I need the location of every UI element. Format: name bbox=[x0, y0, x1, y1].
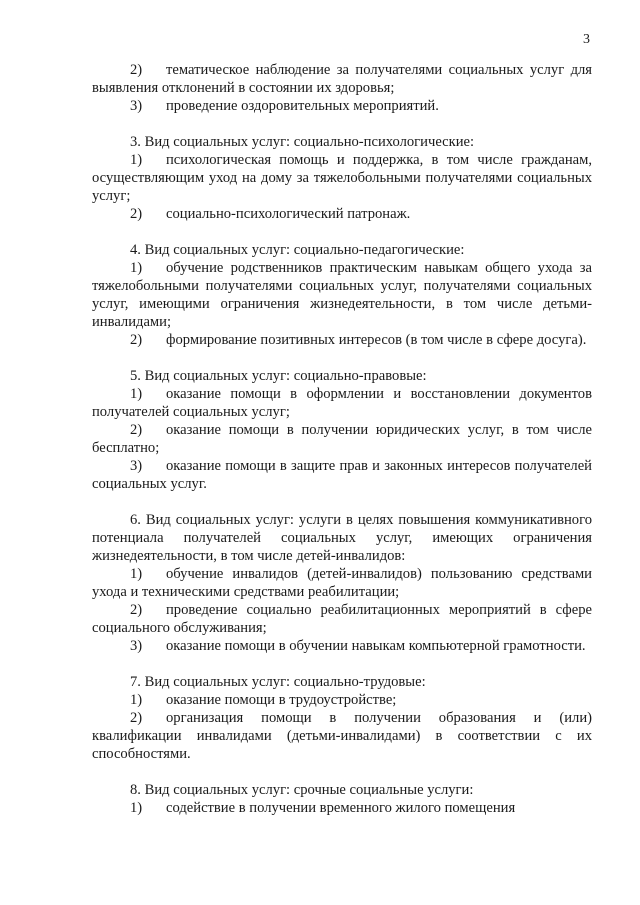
list-item bbox=[92, 97, 592, 115]
item-number: 2) bbox=[130, 422, 143, 438]
item-text: организация помощи в получении образования и (или) квалификации инвалидами (детьми-инвалидами) в соответствии с их способностями. bbox=[92, 710, 592, 762]
section-heading: 4. Вид социальных услуг: социально-педагогические: bbox=[130, 242, 465, 258]
section bbox=[92, 61, 592, 115]
list-item bbox=[92, 637, 592, 655]
item-number: 2) bbox=[130, 602, 143, 618]
list-item bbox=[92, 151, 592, 205]
section bbox=[92, 115, 592, 223]
section-heading: 6. Вид социальных услуг: услуги в целях повышения коммуникативного потенциала получателей социальных услуг, имеющих ограничения жизнедеятельности, в том числе детей-инвалидов: bbox=[92, 512, 592, 564]
item-text: тематическое наблюдение за получателями социальных услуг для выявления отклонений в состоянии их здоровья; bbox=[92, 62, 592, 96]
section-gap bbox=[92, 763, 592, 781]
list-item bbox=[92, 709, 592, 763]
item-number: 1) bbox=[130, 566, 143, 582]
section-heading: 5. Вид социальных услуг: социально-правовые: bbox=[130, 368, 427, 384]
page-number: 3 bbox=[583, 32, 590, 47]
item-text: обучение инвалидов (детей-инвалидов) пользованию средствами ухода и техническими средствами реабилитации; bbox=[92, 566, 592, 600]
section-heading: 3. Вид социальных услуг: социально-психологические: bbox=[130, 134, 475, 150]
item-number: 2) bbox=[130, 332, 143, 348]
section bbox=[92, 223, 592, 349]
document-body bbox=[92, 61, 592, 817]
item-text: содействие в получении временного жилого помещения bbox=[166, 800, 516, 816]
item-number: 2) bbox=[130, 710, 143, 726]
item-number: 3) bbox=[130, 638, 143, 654]
section-heading: 7. Вид социальных услуг: социально-трудовые: bbox=[130, 674, 426, 690]
section-gap bbox=[92, 349, 592, 367]
item-text: оказание помощи в трудоустройстве; bbox=[166, 692, 397, 708]
item-number: 1) bbox=[130, 152, 143, 168]
list-item bbox=[92, 691, 592, 709]
item-text: социально-психологический патронаж. bbox=[166, 206, 411, 222]
list-item bbox=[92, 799, 592, 817]
item-text: формирование позитивных интересов (в том числе в сфере досуга). bbox=[166, 332, 587, 348]
list-item bbox=[92, 259, 592, 331]
section bbox=[92, 349, 592, 493]
section bbox=[92, 493, 592, 655]
section-gap bbox=[92, 493, 592, 511]
item-text: оказание помощи в оформлении и восстановлении документов получателей социальных услуг; bbox=[92, 386, 592, 420]
item-text: обучение родственников практическим навыкам общего ухода за тяжелобольными получателями социальных услуг, получателями социальных услуг, имеющими ограничения жизнедеятельности, в том числе детьми-инвалидами; bbox=[92, 260, 592, 330]
item-number: 1) bbox=[130, 800, 143, 816]
item-text: оказание помощи в защите прав и законных интересов получателей социальных услуг. bbox=[92, 458, 592, 492]
section bbox=[92, 655, 592, 763]
list-item bbox=[92, 385, 592, 421]
item-text: проведение социально реабилитационных мероприятий в сфере социального обслуживания; bbox=[92, 602, 592, 636]
list-item bbox=[92, 457, 592, 493]
section-gap bbox=[92, 115, 592, 133]
item-number: 1) bbox=[130, 386, 143, 402]
item-number: 2) bbox=[130, 62, 143, 78]
list-item bbox=[92, 601, 592, 637]
item-text: оказание помощи в получении юридических услуг, в том числе бесплатно; bbox=[92, 422, 592, 456]
section bbox=[92, 763, 592, 817]
list-item bbox=[92, 205, 592, 223]
section-heading: 8. Вид социальных услуг: срочные социальные услуги: bbox=[130, 782, 474, 798]
section-gap bbox=[92, 223, 592, 241]
item-text: оказание помощи в обучении навыкам компьютерной грамотности. bbox=[166, 638, 586, 654]
item-number: 3) bbox=[130, 98, 143, 114]
item-number: 1) bbox=[130, 692, 143, 708]
list-item bbox=[92, 331, 592, 349]
item-number: 2) bbox=[130, 206, 143, 222]
item-number: 3) bbox=[130, 458, 143, 474]
item-text: психологическая помощь и поддержка, в том числе гражданам, осуществляющим уход на дому за тяжелобольными получателями социальных услуг; bbox=[92, 152, 592, 204]
list-item bbox=[92, 565, 592, 601]
list-item bbox=[92, 61, 592, 97]
section-gap bbox=[92, 655, 592, 673]
item-number: 1) bbox=[130, 260, 143, 276]
list-item bbox=[92, 421, 592, 457]
item-text: проведение оздоровительных мероприятий. bbox=[166, 98, 439, 114]
